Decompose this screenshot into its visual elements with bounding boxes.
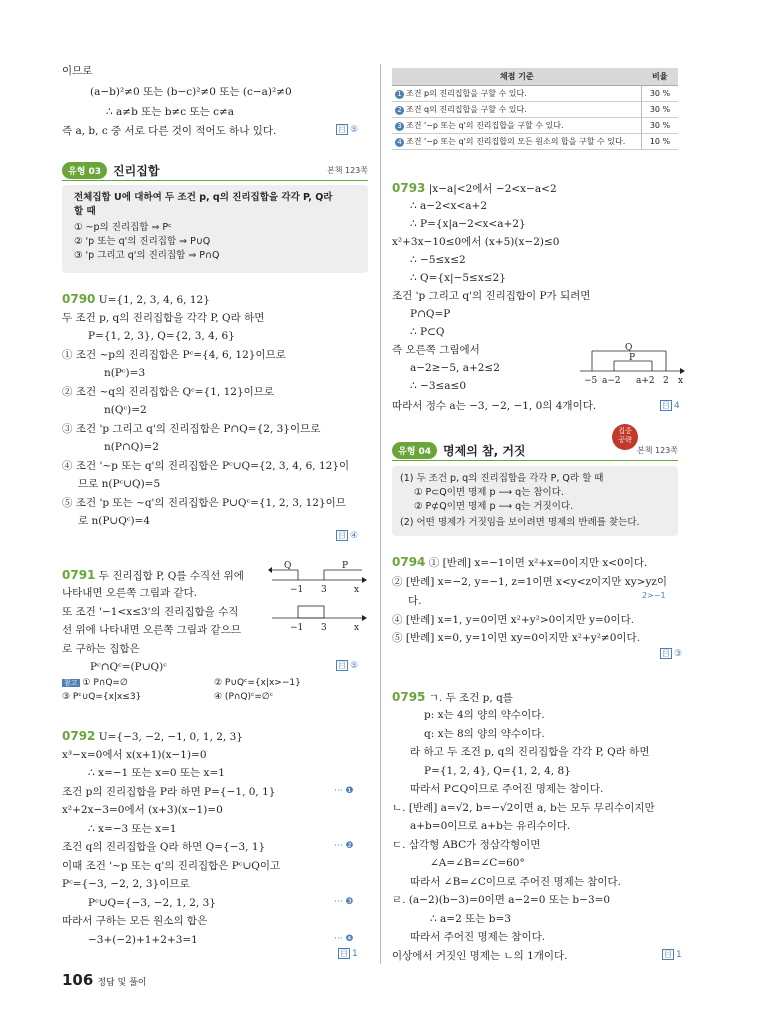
answer-icon: 目	[662, 649, 670, 658]
text-line: ∴ P⊂Q	[410, 326, 445, 338]
answer-icon: 目	[338, 125, 346, 134]
note-label: 참고	[64, 679, 78, 687]
answer-mark: 目 4	[662, 401, 680, 411]
box-line: ① P⊂Q이면 명제 p ⟶ q는 참이다.	[414, 487, 564, 498]
answer-icon: 目	[662, 401, 670, 410]
text-line: ∴ P={x|a−2<x<a+2}	[410, 218, 526, 230]
problem-number: 0793	[392, 181, 426, 195]
text-line: x²+2x−3=0에서 (x+3)(x−1)=0	[62, 804, 223, 816]
text-line: 즉 a, b, c 중 서로 다른 것이 적어도 하나 있다.	[62, 125, 277, 137]
text-line: Pᶜ∪Q={−3, −2, 1, 2, 3}	[88, 897, 216, 909]
problem-0791: 0791 두 진리집합 P, Q를 수직선 위에	[62, 568, 244, 582]
text-line: ④ 조건 '~p 또는 q'의 진리집합은 Pᶜ∪Q={2, 3, 4, 6, 12}이	[62, 460, 350, 472]
step-marker: ··· ❹	[334, 934, 354, 944]
answer-mark: 目 ⑤	[338, 125, 359, 135]
answer-mark: 目 ⑤	[338, 661, 359, 671]
text-line: 또 조건 '−1<x≤3'의 진리집합을 수직	[62, 606, 239, 618]
fig-label: x	[354, 623, 360, 633]
text-line: 따라서 주어진 명제는 참이다.	[410, 931, 546, 943]
problem-number: 0792	[62, 729, 96, 743]
text-line: 나타내면 오른쪽 그림과 같다.	[62, 587, 198, 599]
text-line: 므로 n(Pᶜ∪Q)=5	[78, 478, 161, 490]
problem-number: 0794	[392, 555, 426, 569]
text-line: ② [반례] x=−2, y=−1, z=1이면 x<y<z이지만 xy>yz이	[392, 576, 668, 588]
answer-icon: 目	[340, 949, 348, 958]
text-line: 두 조건 p, q의 진리집합을 각각 P, Q라 하면	[62, 312, 265, 324]
answer-mark: 目 1	[340, 949, 358, 959]
fig-label-P: P	[629, 353, 636, 363]
fig-label: 2	[663, 376, 669, 386]
fig-label-P: P	[342, 561, 349, 571]
text-line: P={1, 2, 3}, Q={2, 3, 4, 6}	[88, 330, 235, 342]
text-line: ∴ x=−3 또는 x=1	[88, 823, 177, 835]
problem-0792: 0792 U={−3, −2, −1, 0, 1, 2, 3}	[62, 729, 243, 743]
problem-0794: 0794 ① [반례] x=−1이면 x²+x=0이지만 x<0이다.	[392, 555, 648, 569]
text-line: n(Qᶜ)=2	[104, 404, 147, 416]
text-line: n(Pᶜ)=3	[104, 367, 146, 379]
text-line: ⑤ 조건 'p 또는 ~q'의 진리집합은 P∪Qᶜ={1, 2, 3, 12}이므	[62, 497, 346, 509]
answer-mark: 目 ④	[338, 531, 359, 541]
fig-label-Q: Q	[284, 561, 292, 571]
text-line: 조건 p의 진리집합을 P라 하면 P={−1, 0, 1}	[62, 786, 276, 798]
text-line: 로 구하는 집합은	[62, 643, 140, 655]
text-line: 따라서 정수 a는 −3, −2, −1, 0의 4개이다.	[392, 400, 597, 412]
text-line: Pᶜ∩Qᶜ=(P∪Q)ᶜ	[90, 661, 167, 673]
text-line: 이상에서 거짓인 명제는 ㄴ의 1개이다.	[392, 950, 568, 962]
number-line-figure-1	[268, 560, 368, 600]
note-line: ③ Pᶜ∪Q={x|x≤3}	[62, 692, 142, 702]
page-footer	[62, 970, 147, 989]
text-line: ㄹ. (a−2)(b−3)=0이면 a−2=0 또는 b−3=0	[392, 894, 611, 906]
text-line: 로 n(P∪Qᶜ)=4	[78, 515, 151, 527]
fig-label: −1	[290, 623, 304, 633]
problem-0790: 0790 U={1, 2, 3, 4, 6, 12}	[62, 292, 210, 306]
table-row: 4 조건 '~p 또는 q'의 진리집합의 모든 원소의 합을 구할 수 있다. 10 %	[392, 134, 678, 150]
answer-mark: 目 ③	[662, 649, 683, 659]
text-line: 따라서 구하는 모든 원소의 합은	[62, 915, 208, 927]
table-header: 채점 기준	[392, 68, 642, 86]
text-line: ① 조건 ~p의 진리집합은 Pᶜ={4, 6, 12}이므로	[62, 349, 286, 361]
concept-box	[392, 466, 678, 536]
table-row: 3 조건 '~p 또는 q'의 진리집합을 구할 수 있다. 30 %	[392, 118, 678, 134]
box-line: 전체집합 U에 대하여 두 조건 p, q의 진리집합을 각각 P, Q라	[74, 192, 333, 203]
box-line: ③ 'p 그리고 q'의 진리집합 ⇒ P∩Q	[74, 250, 220, 261]
concept-box	[62, 185, 368, 273]
text-line: 따라서 ∠B=∠C이므로 주어진 명제는 참이다.	[410, 876, 621, 888]
box-line: ② 'p 또는 q'의 진리집합 ⇒ P∪Q	[74, 236, 211, 247]
answer-icon: 目	[664, 950, 672, 959]
table-row: 2 조건 q의 진리집합을 구할 수 있다. 30 %	[392, 102, 678, 118]
text-line: Pᶜ={−3, −2, 2, 3}이므로	[62, 878, 190, 890]
table-header: 비율	[642, 68, 679, 86]
note-line: ④ (P∩Q)ᶜ=∅ᶜ	[214, 692, 274, 702]
answer-mark: 目 1	[664, 950, 682, 960]
text-line: ② 조건 ~q의 진리집합은 Qᶜ={1, 12}이므로	[62, 386, 275, 398]
fig-label: 3	[321, 585, 327, 595]
text-line: ㄴ. [반례] a=√2, b=−√2이면 a, b는 모두 무리수이지만	[392, 802, 655, 814]
fig-label: x	[354, 585, 360, 595]
fig-label: 3	[321, 623, 327, 633]
problem-0795: 0795 ㄱ. 두 조건 p, q를	[392, 690, 513, 704]
text-line: 선 위에 나타내면 오른쪽 그림과 같으므	[62, 624, 241, 636]
box-line: 할 때	[74, 206, 96, 217]
section-pill: 유형 04	[392, 442, 437, 459]
problem-0793: 0793 |x−a|<2에서 −2<x−a<2	[392, 181, 557, 195]
step-marker: ··· ❷	[334, 841, 354, 851]
text-line: (a−b)²≠0 또는 (b−c)²≠0 또는 (c−a)²≠0	[90, 86, 292, 98]
problem-number: 0791	[62, 568, 96, 582]
number-line-figure-3	[578, 343, 690, 391]
text-line: P∩Q=P	[410, 308, 451, 320]
step-marker: ··· ❸	[334, 897, 354, 907]
section-title: 진리집합	[113, 163, 160, 178]
text-line: ∴ Q={x|−5≤x≤2}	[410, 272, 506, 284]
text-line: 다.	[408, 595, 422, 607]
text-line: 이므로	[62, 65, 93, 77]
text-line: 즉 오른쪽 그림에서	[392, 344, 480, 356]
box-line: (2) 어떤 명제가 거짓임을 보이려면 명제의 반례를 찾는다.	[400, 517, 640, 528]
text-line: ∴ a−2<x<a+2	[410, 200, 488, 212]
section-ref: 본책 123쪽	[327, 165, 368, 175]
text-line: 라 하고 두 조건 p, q의 진리집합을 각각 P, Q라 하면	[410, 746, 650, 758]
note-line: 참고 ① P∩Q=∅	[64, 678, 128, 688]
answer-icon: 目	[338, 531, 346, 540]
text-line: p: x는 4의 양의 약수이다.	[424, 709, 545, 721]
number-line-figure-2	[268, 600, 368, 636]
text-line: 이때 조건 '~p 또는 q'의 진리집합은 Pᶜ∪Q이고	[62, 860, 281, 872]
column-divider	[380, 64, 381, 964]
text-line: 따라서 P⊂Q이므로 주어진 명제는 참이다.	[410, 783, 604, 795]
text-line: a−2≥−5, a+2≤2	[410, 362, 500, 374]
box-line: (1) 두 조건 p, q의 진리집합을 각각 P, Q라 할 때	[400, 473, 604, 484]
box-line: ① ~p의 진리집합 ⇒ Pᶜ	[74, 222, 172, 233]
text-line: 조건 q의 진리집합을 Q라 하면 Q={−3, 1}	[62, 841, 266, 853]
text-line: x²+3x−10≤0에서 (x+5)(x−2)≤0	[392, 236, 560, 248]
box-line: ② P⊄Q이면 명제 p ⟶ q는 거짓이다.	[414, 501, 574, 512]
fig-label: x	[678, 376, 684, 386]
focus-badge: 집중 공략	[612, 424, 638, 450]
scoring-table	[392, 68, 678, 150]
text-line: ∴ −5≤x≤2	[410, 254, 466, 266]
text-line: −3+(−2)+1+2+3=1	[88, 934, 198, 946]
text-line: ㄷ. 삼각형 ABC가 정삼각형이면	[392, 839, 541, 851]
section-ref: 본책 123쪽	[637, 445, 678, 455]
problem-number: 0795	[392, 690, 426, 704]
page-number: 106	[62, 971, 94, 989]
fig-label-Q: Q	[625, 343, 633, 353]
text-line: ③ 조건 'p 그리고 q'의 진리집합은 P∩Q={2, 3}이므로	[62, 423, 321, 435]
note-line: ② P∪Qᶜ={x|x>−1}	[214, 678, 301, 688]
text-line: ⑤ [반례] x=0, y=1이면 xy=0이지만 x²+y²≠0이다.	[392, 632, 641, 644]
fig-label: −5	[584, 376, 598, 386]
text-line: ④ [반례] x=1, y=0이면 x²+y²>0이지만 y=0이다.	[392, 614, 635, 626]
step-marker: ··· ❶	[334, 786, 354, 796]
text-line: n(P∩Q)=2	[104, 441, 159, 453]
text-line: P={1, 2, 4}, Q={1, 2, 4, 8}	[424, 765, 571, 777]
problem-number: 0790	[62, 292, 96, 306]
text-line: ∴ x=−1 또는 x=0 또는 x=1	[88, 767, 225, 779]
section-pill: 유형 03	[62, 162, 107, 179]
text-line: 조건 'p 그리고 q'의 진리집합이 P가 되려면	[392, 290, 591, 302]
text-line: ∠A=∠B=∠C=60°	[430, 857, 525, 869]
section-header-03	[62, 160, 368, 181]
fig-label: a+2	[636, 376, 655, 386]
fig-label: −1	[290, 585, 304, 595]
footer-label: 정답 및 풀이	[97, 978, 147, 988]
text-line: ∴ a=2 또는 b=3	[430, 913, 511, 925]
text-line: ∴ a≠b 또는 b≠c 또는 c≠a	[106, 106, 235, 118]
text-line: x³−x=0에서 x(x+1)(x−1)=0	[62, 749, 207, 761]
text-line: ∴ −3≤a≤0	[410, 380, 467, 392]
table-row: 1 조건 p의 진리집합을 구할 수 있다. 30 %	[392, 86, 678, 102]
fig-label: a−2	[602, 376, 621, 386]
text-line: a+b=0이므로 a+b는 유리수이다.	[410, 820, 571, 832]
section-title: 명제의 참, 거짓	[443, 443, 526, 458]
text-line: q: x는 8의 양의 약수이다.	[424, 728, 545, 740]
underline-note: 2>−1	[642, 591, 666, 600]
answer-icon: 目	[338, 661, 346, 670]
